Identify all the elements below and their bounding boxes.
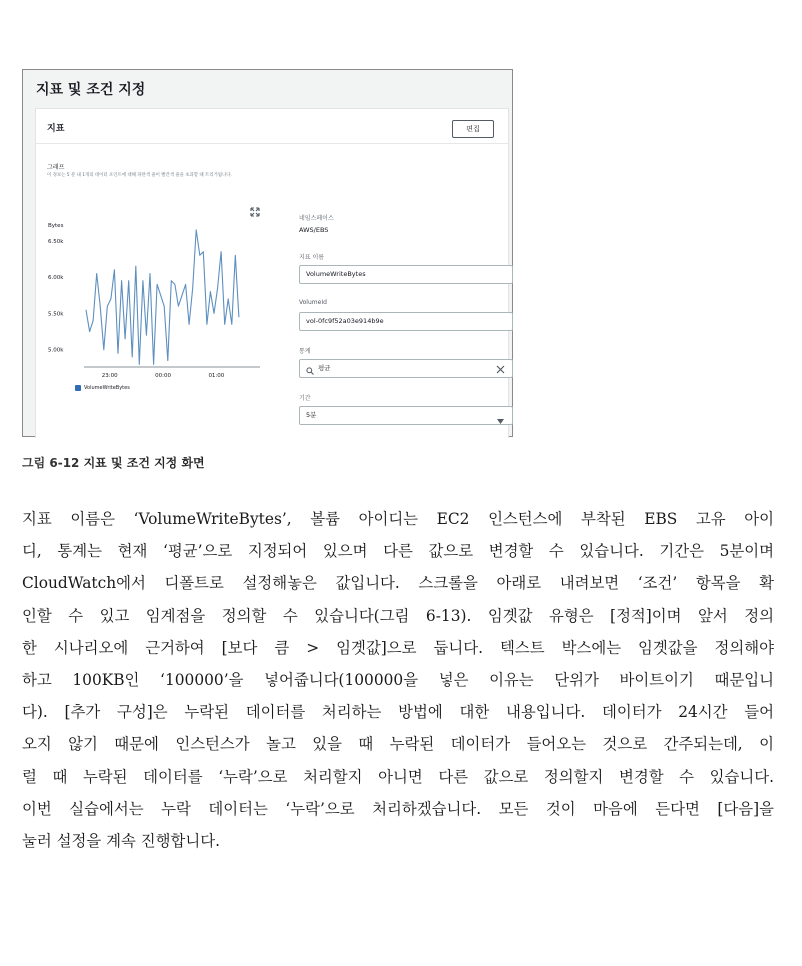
edit-button[interactable]: 편집 [452,120,494,138]
graph-label: 그래프 [47,164,65,171]
statistic-label: 통계 [299,348,311,355]
graph-description: 이 경보는 5 분 내 1개의 데이터 포인트에 대해 파란색 줄이 빨간색 줄을 초과할 때 트리거됩니다. [47,173,232,178]
body-line: 이번 실습에서는 누락 데이터는 ‘누락’으로 처리하겠습니다. 모든 것이 마음에 든다면 [다음]을 [22,799,774,818]
clear-icon[interactable] [496,364,505,373]
y-axis-label: Bytes [48,223,64,229]
y-tick-label: 6.00k [48,275,64,282]
console-screenshot [22,69,513,437]
body-line: 디, 통계는 현재 ‘평균’으로 지정되어 있으며 다른 값으로 변경할 수 있습니다. 기간은 5분이며 [22,542,774,561]
body-line: 눌러 설정을 계속 진행합니다. [22,832,220,851]
volume-id-field[interactable] [299,312,513,331]
x-tick-label: 01:00 [208,373,225,379]
body-line: 다). [추가 구성]은 누락된 데이터를 처리하는 방법에 대한 내용입니다. 데이터가 24시간 들어 [22,703,774,722]
body-line: 오지 않기 때문에 인스턴스가 놀고 있을 때 누락된 데이터가 들어오는 것으로 간주되는데, 이 [22,735,774,754]
y-tick-label: 5.50k [48,311,64,318]
statistic-value: 평균 [318,364,331,372]
period-value: 5분 [306,411,317,419]
body-line: 한 시나리오에 근거하여 [보다 큼 > 임곗값]으로 둡니다. 텍스트 박스에는 임곗값을 정의해야 [22,638,774,657]
series-line-volume-write-bytes [86,230,239,364]
search-icon [306,365,314,373]
panel-title: 지표 [47,124,65,134]
period-label: 기간 [299,395,311,402]
chart-legend [75,385,130,391]
metric-panel [35,108,509,438]
metric-chart [36,194,286,394]
volume-id-label: VolumeId [299,299,327,306]
namespace-value: AWS/EBS [299,226,329,234]
x-tick-label: 00:00 [155,373,171,379]
metric-name-field[interactable] [299,265,513,284]
x-tick-label: 23:00 [101,373,118,379]
expand-icon[interactable] [250,202,260,212]
chart-svg [36,194,286,394]
body-line: 인할 수 있고 임계점을 정의할 수 있습니다(그림 6-13). 임곗값 유형은 [정적]이며 앞서 정의 [22,606,774,625]
caret-down-icon [497,414,504,419]
body-line: 하고 100KB인 ‘100000’을 넣어줍니다(100000을 넣은 이유는 단위가 바이트이기 때문입니 [22,671,774,690]
figure-caption-text: 지표 및 조건 지정 화면 [83,456,205,470]
statistic-field[interactable] [299,359,513,378]
y-tick-label: 6.50k [48,238,64,245]
panel-header [36,109,508,144]
metric-name-value: VolumeWriteBytes [306,270,366,278]
legend-swatch [75,385,81,391]
volume-id-value: vol-0fc9f52a03e914b9e [306,317,384,325]
body-line: 럴 때 누락된 데이터를 ‘누락’으로 처리할지 아니면 다른 값으로 정의할지 변경할 수 있습니다. [22,767,774,786]
body-paragraph [22,503,774,857]
period-select[interactable] [299,406,513,425]
namespace-label: 네임스페이스 [299,215,334,222]
figure-number: 그림 6-12 [22,456,80,470]
y-tick-label: 5.00k [48,347,64,354]
body-line: CloudWatch에서 디폴트로 설정해놓은 값입니다. 스크롤을 아래로 내려보면 ‘조건’ 항목을 확 [22,574,774,593]
section-title: 지표 및 조건 지정 [36,82,146,98]
legend-label: VolumeWriteBytes [84,385,130,391]
metric-name-label: 지표 이름 [299,254,325,261]
figure-caption [22,454,205,471]
body-line: 지표 이름은 ‘VolumeWriteBytes’, 볼륨 아이디는 EC2 인스턴스에 부착된 EBS 고유 아이 [22,510,774,528]
